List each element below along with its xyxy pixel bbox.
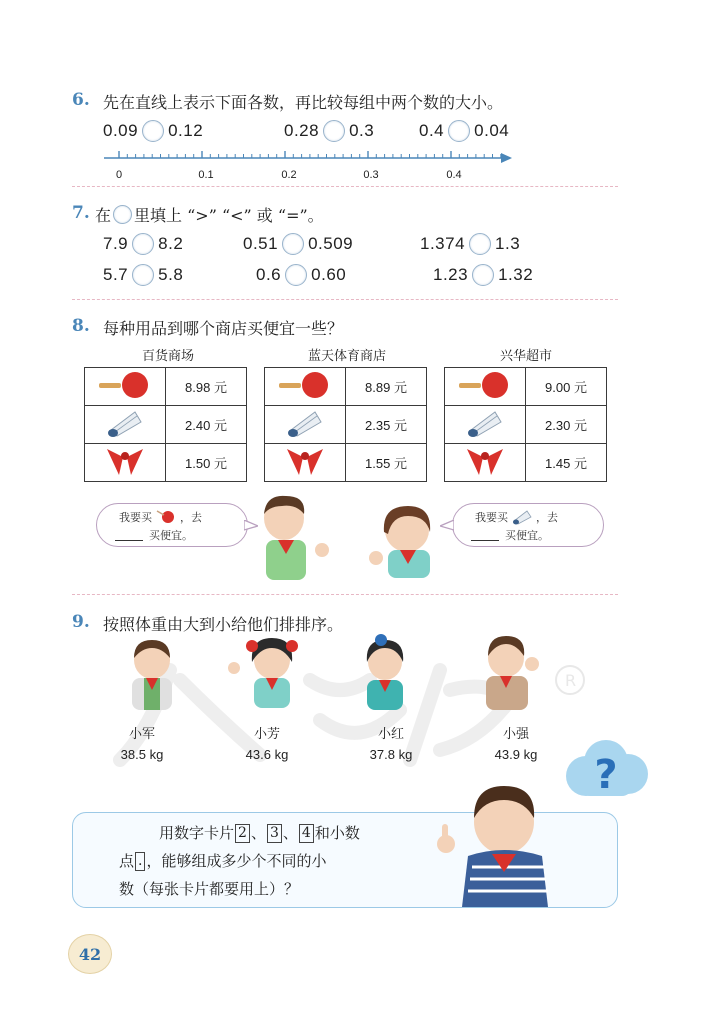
price-cell: 2.40 元: [166, 406, 247, 444]
kid-xiaojun-illustration: [112, 632, 192, 712]
thinking-boy-illustration: [432, 772, 562, 907]
question-mark-glyph: ?: [594, 752, 618, 798]
store-3-name: 兴华超市: [499, 349, 552, 364]
q6-pair-3-left: 0.4: [419, 121, 445, 140]
question-8-number: 8.: [72, 316, 90, 336]
puzzle-text: 点: [119, 852, 135, 870]
table-row: [85, 444, 247, 482]
puzzle-text: 和小数: [314, 824, 360, 842]
q6-pair-1: [103, 120, 203, 142]
section-divider: [72, 299, 618, 300]
puzzle-text: 、: [282, 824, 298, 842]
kid-xiaohong-illustration: [345, 632, 425, 712]
red-scarf-icon: [285, 445, 325, 477]
shuttlecock-icon: [465, 408, 505, 438]
table-row: [265, 368, 427, 406]
speech-bubble-left: [96, 503, 248, 547]
q7-row1-item2: [243, 233, 353, 255]
bubble-text: ，去: [536, 511, 558, 524]
kid-weight: 37.8 kg: [369, 747, 413, 762]
compare-circle[interactable]: [469, 233, 491, 255]
question-9-number: 9.: [72, 612, 90, 632]
shuttlecock-icon: [511, 509, 533, 525]
q7-row1-item3: [420, 233, 520, 255]
expr-left: 5.7: [103, 265, 129, 284]
compare-circle[interactable]: [472, 264, 494, 286]
table-row: [85, 406, 247, 444]
kid-name: 小军: [128, 727, 155, 742]
expr-right: 0.509: [308, 234, 354, 253]
compare-circle[interactable]: [282, 233, 304, 255]
q6-pair-1-right: 0.12: [168, 121, 204, 140]
expr-right: 5.8: [158, 265, 184, 284]
expr-right: 8.2: [158, 234, 184, 253]
q7-row2-item2: [256, 264, 346, 286]
question-7-text: [95, 203, 324, 226]
store-3-table: [444, 367, 607, 482]
axis-label-0: 0: [115, 169, 123, 181]
axis-label-0.1: 0.1: [198, 169, 214, 181]
kid-xiaoqiang-illustration: [470, 628, 550, 713]
q7-row2-item1: [103, 264, 183, 286]
expr-left: 0.6: [256, 265, 282, 284]
table-row: [265, 406, 427, 444]
kid-name: 小红: [377, 727, 404, 742]
table-row: [445, 368, 607, 406]
expr-left: 1.23: [433, 265, 469, 284]
price-cell: 8.98 元: [166, 368, 247, 406]
expr-left: 0.51: [243, 234, 279, 253]
expr-left: 7.9: [103, 234, 129, 253]
q7-text-after: 里填上 “>” “<” 或 “=”。: [134, 206, 324, 225]
kid-weight: 38.5 kg: [120, 747, 164, 762]
q7-text-before: 在: [95, 206, 112, 225]
puzzle-line-3: 数（每张卡片都要用上）？: [119, 880, 300, 898]
q6-pair-2-left: 0.28: [284, 121, 320, 140]
shuttlecock-icon: [285, 408, 325, 438]
svg-text:R: R: [565, 671, 577, 690]
expr-right: 1.32: [498, 265, 534, 284]
question-6-text: 先在直线上表示下面各数，再比较每组中两个数的大小。: [103, 93, 504, 112]
compare-circle[interactable]: [132, 264, 154, 286]
bubble-text: 买便宜。: [505, 529, 549, 542]
question-7-number: 7.: [72, 203, 90, 223]
price-cell: 2.30 元: [526, 406, 607, 444]
kid-name: 小芳: [253, 727, 280, 742]
axis-label-0.2: 0.2: [281, 169, 297, 181]
sample-circle: [113, 205, 132, 224]
decimal-point-card: .: [135, 852, 145, 871]
price-cell: 1.45 元: [526, 444, 607, 482]
kid-name: 小强: [502, 727, 529, 742]
q6-pair-1-left: 0.09: [103, 121, 139, 140]
ping-pong-ball-icon: [155, 509, 177, 525]
compare-circle[interactable]: [142, 120, 164, 142]
q7-row2-item3: [433, 264, 533, 286]
bubble-text: ，去: [180, 511, 202, 524]
expr-right: 0.60: [311, 265, 347, 284]
puzzle-text: 用数字卡片: [159, 824, 235, 842]
girl-illustration: [362, 500, 447, 580]
question-9-text: 按照体重由大到小给他们排排序。: [103, 615, 344, 634]
q7-row1-item1: [103, 233, 183, 255]
question-6-number: 6.: [72, 90, 90, 110]
store-2-name: 蓝天体育商店: [307, 349, 386, 364]
question-cloud-icon: [560, 736, 652, 804]
q6-pair-3: [419, 120, 509, 142]
store-2-table: [264, 367, 427, 482]
puzzle-line-2: [119, 847, 326, 875]
red-scarf-icon: [105, 445, 145, 477]
bubble-text: 买便宜。: [149, 529, 193, 542]
puzzle-text: ，能够组成多少个不同的小: [146, 852, 327, 870]
digit-card-2: 2: [235, 824, 250, 843]
compare-circle[interactable]: [132, 233, 154, 255]
axis-label-0.3: 0.3: [363, 169, 379, 181]
answer-blank[interactable]: [471, 529, 499, 541]
expr-right: 1.3: [495, 234, 521, 253]
table-row: [445, 444, 607, 482]
kid-weight: 43.6 kg: [245, 747, 289, 762]
puzzle-text: 、: [250, 824, 266, 842]
digit-card-4: 4: [299, 824, 314, 843]
store-1-name: 百货商场: [141, 349, 194, 364]
price-cell: 2.35 元: [346, 406, 427, 444]
question-8-text: 每种用品到哪个商店买便宜一些？: [103, 319, 344, 338]
kid-xiaofang-illustration: [222, 630, 312, 710]
ping-pong-paddle-icon: [277, 370, 333, 400]
number-line-ticks: [119, 151, 501, 158]
table-row: [445, 406, 607, 444]
answer-blank[interactable]: [115, 529, 143, 541]
ping-pong-paddle-icon: [457, 370, 513, 400]
table-row: [85, 368, 247, 406]
speech-bubble-right: [452, 503, 604, 547]
compare-circle[interactable]: [448, 120, 470, 142]
page-number: 42: [78, 944, 102, 964]
digit-card-3: 3: [267, 824, 282, 843]
red-scarf-icon: [465, 445, 505, 477]
compare-circle[interactable]: [285, 264, 307, 286]
price-cell: 9.00 元: [526, 368, 607, 406]
section-divider: [72, 594, 618, 595]
number-line[interactable]: [96, 148, 516, 184]
bubble-text: 我要买: [475, 511, 508, 524]
price-cell: 1.55 元: [346, 444, 427, 482]
q6-pair-3-right: 0.04: [474, 121, 510, 140]
expr-left: 1.374: [420, 234, 466, 253]
bubble-text: 我要买: [119, 511, 152, 524]
number-line-arrow: [501, 153, 512, 163]
shuttlecock-icon: [105, 408, 145, 438]
q6-pair-2: [284, 120, 374, 142]
axis-label-0.4: 0.4: [446, 169, 462, 181]
price-cell: 8.89 元: [346, 368, 427, 406]
table-row: [265, 444, 427, 482]
kid-weight: 43.9 kg: [494, 747, 538, 762]
boy-illustration: [252, 492, 337, 582]
store-1-table: [84, 367, 247, 482]
price-cell: 1.50 元: [166, 444, 247, 482]
section-divider: [72, 186, 618, 187]
ping-pong-paddle-icon: [97, 370, 153, 400]
page-number-badge: [68, 934, 112, 974]
q6-pair-2-right: 0.3: [349, 121, 375, 140]
puzzle-line-1: [159, 819, 360, 847]
compare-circle[interactable]: [323, 120, 345, 142]
